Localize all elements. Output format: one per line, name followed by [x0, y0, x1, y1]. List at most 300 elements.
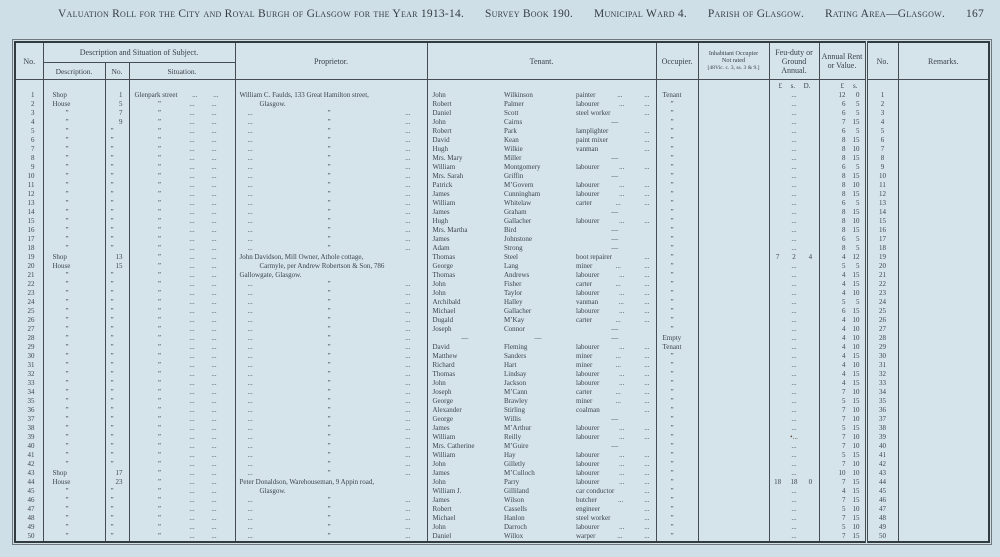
- occupation-text: miner: [576, 397, 593, 405]
- leader-dots: ...: [644, 316, 650, 324]
- occupation-content: [574, 217, 656, 226]
- cell-row-number: 27: [15, 325, 43, 334]
- cell-remarks: [898, 118, 989, 127]
- ditto-mark: ”: [157, 361, 161, 369]
- cell-tenant-surname: Willis: [504, 415, 521, 423]
- rent-content: [820, 532, 865, 541]
- cell-tenant-forename: William J.: [432, 487, 462, 495]
- leader-dots: ...: [644, 505, 650, 513]
- table-row: [15, 478, 989, 487]
- cell-street-number: ”: [105, 334, 129, 343]
- proprietor-ditto-content: [236, 388, 427, 397]
- cell-occupier: [656, 352, 698, 361]
- cell-street-number: ”: [105, 136, 129, 145]
- ditto-mark: ”: [670, 397, 674, 405]
- leader-dots: ...: [791, 496, 797, 504]
- ditto-mark: ”: [327, 307, 331, 315]
- cell-proprietor: [235, 325, 427, 334]
- rent-content: [820, 145, 865, 154]
- leader-dots: ...: [247, 523, 253, 531]
- leader-dots: ...: [211, 505, 217, 513]
- leader-dots: ...: [791, 244, 797, 252]
- cell-annual-rent: [819, 208, 866, 217]
- rent-content: [820, 136, 865, 145]
- ditto-mark: ”: [157, 289, 161, 297]
- proprietor-ditto-content: [236, 334, 427, 343]
- cell-remarks: [898, 208, 989, 217]
- leader-dots: ...: [211, 100, 217, 108]
- proprietor-ditto-content: [236, 127, 427, 136]
- cell-proprietor: [235, 262, 427, 271]
- cell-row-number-right: 4: [866, 118, 898, 127]
- cell-situation: [129, 235, 235, 244]
- ditto-mark: ”: [327, 190, 331, 198]
- cell-tenant-occupation: [574, 199, 656, 208]
- cell-tenant-forename: Mrs. Mary: [432, 154, 463, 162]
- cell-row-number: 2: [15, 100, 43, 109]
- leader-dots: ...: [189, 190, 195, 198]
- table-row: [15, 226, 989, 235]
- cell-remarks: [898, 190, 989, 199]
- rent-shillings: 15: [852, 532, 860, 540]
- cell-tenant-surname: Wilson: [504, 496, 524, 504]
- proprietor-ditto-content: [236, 505, 427, 514]
- cell-feu-duty: [769, 91, 819, 100]
- rent-pounds: 7: [842, 415, 846, 423]
- leader-dots: ...: [619, 181, 625, 189]
- cell-tenant-forename: Thomas: [432, 370, 456, 378]
- cell-tenant-occupation: [574, 109, 656, 118]
- cell-tenant-surname: Gilletly: [504, 460, 526, 468]
- leader-dots: ...: [619, 379, 625, 387]
- ditto-mark: ”: [157, 262, 161, 270]
- cell-occupier: [656, 118, 698, 127]
- cell-feu-duty: [769, 505, 819, 514]
- leader-dots: ...: [405, 388, 411, 396]
- cell-feu-duty: [769, 226, 819, 235]
- cell-description: ”: [43, 235, 105, 244]
- leader-dots: ...: [189, 262, 195, 270]
- cell-tenant-forename: John: [432, 289, 446, 297]
- leader-dots: ...: [211, 397, 217, 405]
- occupier-text: Tenant: [662, 343, 682, 351]
- cell-street-number: ”: [105, 325, 129, 334]
- roll-table-body: [15, 80, 989, 543]
- cell-annual-rent: [819, 415, 866, 424]
- cell-description: ”: [43, 271, 105, 280]
- rent-pounds: 7: [842, 388, 846, 396]
- cell-street-number: ”: [105, 190, 129, 199]
- cell-tenant-occupation: —: [574, 118, 656, 127]
- cell-proprietor: [235, 136, 427, 145]
- col-header-inhabitant-occupier: [698, 42, 769, 80]
- occupation-text: labourer: [576, 217, 600, 225]
- rent-pounds: 8: [842, 181, 846, 189]
- cell-proprietor: [235, 163, 427, 172]
- table-row: [15, 460, 989, 469]
- leader-dots: ...: [791, 460, 797, 468]
- ditto-mark: ”: [670, 217, 674, 225]
- rent-shillings: 15: [852, 496, 860, 504]
- leader-dots: ...: [189, 226, 195, 234]
- cell-proprietor: [235, 181, 427, 190]
- cell-situation: [129, 334, 235, 343]
- cell-proprietor: [235, 388, 427, 397]
- cell-street-number: ”: [105, 514, 129, 523]
- rent-content: [820, 181, 865, 190]
- occupation-text: labourer: [576, 181, 600, 189]
- cell-description: ”: [43, 361, 105, 370]
- cell-row-number: 6: [15, 136, 43, 145]
- ditto-mark: ”: [157, 154, 161, 162]
- cell-description: Shop: [43, 253, 105, 262]
- cell-annual-rent: [819, 379, 866, 388]
- rent-content: [820, 208, 865, 217]
- table-row: [15, 451, 989, 460]
- rent-shillings: 10: [852, 442, 860, 450]
- cell-tenant-surname: Hay: [504, 451, 516, 459]
- cell-situation: [129, 487, 235, 496]
- cell-feu-duty: [769, 280, 819, 289]
- parish-label: Parish of Glasgow.: [707, 8, 805, 20]
- proprietor-ditto-content: [236, 307, 427, 316]
- leader-dots: ...: [405, 307, 411, 315]
- leader-dots: ...: [405, 298, 411, 306]
- ditto-mark: ”: [670, 136, 674, 144]
- ditto-mark: ”: [327, 280, 331, 288]
- feu-shillings-unit: s.: [790, 81, 796, 90]
- proprietor-text: William C. Faulds, 133 Great Hamilton street,: [239, 91, 369, 99]
- situation-content: [130, 316, 235, 325]
- cell-proprietor: [235, 199, 427, 208]
- ditto-mark: ”: [327, 532, 331, 540]
- leader-dots: ...: [211, 433, 217, 441]
- cell-description: ”: [43, 433, 105, 442]
- cell-inhabitant-occupier: [698, 289, 769, 298]
- ditto-mark: ”: [157, 271, 161, 279]
- cell-feu-duty: [769, 514, 819, 523]
- ditto-mark: ”: [327, 118, 331, 126]
- occupation-text: carter: [576, 280, 592, 288]
- cell-remarks: [898, 523, 989, 532]
- cell-occupier: [656, 100, 698, 109]
- situation-content: [130, 334, 235, 343]
- leader-dots: ...: [189, 442, 195, 450]
- cell-tenant-forename: John: [432, 460, 446, 468]
- cell-row-number: 45: [15, 487, 43, 496]
- rent-content: [820, 280, 865, 289]
- cell-description: Shop: [43, 91, 105, 100]
- rent-shillings: 5: [856, 199, 860, 207]
- ditto-mark: ”: [327, 226, 331, 234]
- cell-occupier: [656, 181, 698, 190]
- cell-tenant-occupation: —: [574, 172, 656, 181]
- table-row: [15, 145, 989, 154]
- cell-tenant-surname: Griffin: [504, 172, 524, 180]
- proprietor-ditto-content: [236, 325, 427, 334]
- leader-dots: ...: [189, 370, 195, 378]
- leader-dots: ...: [405, 145, 411, 153]
- col-header-no-left: No.: [15, 42, 43, 80]
- ditto-mark: ”: [670, 154, 674, 162]
- rent-pounds: 4: [842, 325, 846, 333]
- proprietor-ditto-content: [236, 109, 427, 118]
- cell-row-number-right: 8: [866, 154, 898, 163]
- ditto-mark: ”: [327, 127, 331, 135]
- table-row: [15, 262, 989, 271]
- table-row: [15, 487, 989, 496]
- leader-dots: ...: [791, 406, 797, 414]
- situation-content: [130, 442, 235, 451]
- rent-shillings: 10: [852, 406, 860, 414]
- leader-dots: ...: [405, 217, 411, 225]
- ditto-mark: ”: [670, 496, 674, 504]
- cell-tenant-forename: William: [432, 451, 456, 459]
- situation-content: [130, 370, 235, 379]
- cell-inhabitant-occupier: [698, 532, 769, 542]
- cell-tenant-occupation: [574, 289, 656, 298]
- cell-tenant-forename: John: [432, 280, 446, 288]
- cell-occupier: [656, 316, 698, 325]
- cell-tenant-forename: James: [432, 235, 450, 243]
- ditto-mark: ”: [157, 190, 161, 198]
- rent-pounds: 4: [842, 271, 846, 279]
- leader-dots: ...: [211, 496, 217, 504]
- situation-content: [130, 190, 235, 199]
- leader-dots: ...: [405, 532, 411, 540]
- cell-situation: [129, 262, 235, 271]
- survey-book-label: Survey Book 190.: [484, 8, 574, 20]
- cell-row-number: 38: [15, 424, 43, 433]
- leader-dots: ...: [405, 199, 411, 207]
- cell-row-number: 44: [15, 478, 43, 487]
- leader-dots: ...: [211, 127, 217, 135]
- rent-shillings: 10: [852, 469, 860, 477]
- leader-dots: ...: [405, 415, 411, 423]
- ditto-mark: ”: [670, 172, 674, 180]
- cell-situation: [129, 532, 235, 542]
- cell-occupier: [656, 199, 698, 208]
- col-header-situation: Situation.: [129, 63, 235, 80]
- table-row: [15, 523, 989, 532]
- cell-remarks: [898, 325, 989, 334]
- leader-dots: ...: [211, 406, 217, 414]
- cell-proprietor: [235, 523, 427, 532]
- leader-dots: ...: [619, 100, 625, 108]
- rent-content: [820, 352, 865, 361]
- leader-dots: ...: [791, 127, 797, 135]
- cell-tenant-surname: Stirling: [504, 406, 526, 414]
- cell-street-number: 1: [105, 91, 129, 100]
- situation-content: [130, 505, 235, 514]
- cell-occupier: [656, 91, 698, 100]
- cell-inhabitant-occupier: [698, 343, 769, 352]
- cell-tenant-forename: William: [432, 199, 456, 207]
- cell-tenant-forename: Mrs. Martha: [432, 226, 468, 234]
- table-row: [15, 271, 989, 280]
- proprietor-ditto-content: [236, 523, 427, 532]
- proprietor-ditto-content: [236, 415, 427, 424]
- cell-inhabitant-occupier: [698, 145, 769, 154]
- cell-tenant-occupation: [574, 406, 656, 415]
- table-row: [15, 100, 989, 109]
- leader-dots: ...: [644, 289, 650, 297]
- cell-proprietor: [235, 190, 427, 199]
- situation-content: [130, 217, 235, 226]
- cell-street-number: ”: [105, 307, 129, 316]
- leader-dots: ...: [189, 433, 195, 441]
- leader-dots: ...: [247, 406, 253, 414]
- leader-dots: ...: [247, 307, 253, 315]
- ditto-mark: ”: [327, 442, 331, 450]
- cell-inhabitant-occupier: [698, 163, 769, 172]
- rent-content: [820, 424, 865, 433]
- ditto-mark: ”: [327, 379, 331, 387]
- cell-annual-rent: [819, 478, 866, 487]
- leader-dots: ...: [211, 181, 217, 189]
- cell-occupier: [656, 460, 698, 469]
- leader-dots: ...: [644, 532, 650, 540]
- situation-content: [130, 154, 235, 163]
- ditto-mark: ”: [157, 235, 161, 243]
- ditto-mark: ”: [670, 415, 674, 423]
- leader-dots: ...: [405, 469, 411, 477]
- cell-row-number-right: 14: [866, 208, 898, 217]
- occupation-content: [574, 424, 656, 433]
- table-row: [15, 307, 989, 316]
- leader-dots: ...: [619, 217, 625, 225]
- cell-row-number-right: 20: [866, 262, 898, 271]
- feu-currency-units: [769, 80, 819, 92]
- leader-dots: ...: [189, 136, 195, 144]
- rent-content: [820, 190, 865, 199]
- cell-proprietor: [235, 433, 427, 442]
- occupation-content: [574, 316, 656, 325]
- situation-content: [130, 487, 235, 496]
- rent-shillings: 15: [852, 370, 860, 378]
- proprietor-ditto-content: [236, 118, 427, 127]
- cell-proprietor: [235, 235, 427, 244]
- cell-situation: [129, 109, 235, 118]
- leader-dots: ...: [644, 460, 650, 468]
- leader-dots: ...: [211, 370, 217, 378]
- cell-annual-rent: [819, 154, 866, 163]
- situation-content: [130, 379, 235, 388]
- cell-street-number: ”: [105, 154, 129, 163]
- cell-tenant-occupation: [574, 280, 656, 289]
- cell-tenant-surname: Connor: [504, 325, 525, 333]
- cell-situation: [129, 361, 235, 370]
- proprietor-ditto-content: [236, 244, 427, 253]
- ditto-mark: ”: [670, 532, 674, 540]
- cell-row-number-right: 34: [866, 388, 898, 397]
- table-row: [15, 352, 989, 361]
- leader-dots: ...: [644, 469, 650, 477]
- cell-tenant-surname: Hart: [504, 361, 517, 369]
- cell-row-number: 49: [15, 523, 43, 532]
- leader-dots: ...: [211, 217, 217, 225]
- leader-dots: ...: [189, 343, 195, 351]
- cell-tenant-surname: Whitelaw: [504, 199, 532, 207]
- cell-street-number: ”: [105, 289, 129, 298]
- cell-tenant-occupation: [574, 190, 656, 199]
- table-row: [15, 496, 989, 505]
- cell-tenant-occupation: [574, 262, 656, 271]
- cell-street-number: ”: [105, 172, 129, 181]
- cell-description: ”: [43, 280, 105, 289]
- cell-description: House: [43, 100, 105, 109]
- rent-shillings: 10: [852, 325, 860, 333]
- ditto-mark: ”: [327, 217, 331, 225]
- leader-dots: ...: [189, 505, 195, 513]
- cell-situation: [129, 352, 235, 361]
- leader-dots: ...: [405, 352, 411, 360]
- cell-tenant-occupation: [574, 424, 656, 433]
- cell-description: ”: [43, 154, 105, 163]
- proprietor-ditto-content: [236, 208, 427, 217]
- cell-row-number-right: 37: [866, 415, 898, 424]
- cell-row-number-right: 3: [866, 109, 898, 118]
- cell-proprietor: [235, 487, 427, 496]
- cell-annual-rent: [819, 91, 866, 100]
- proprietor-ditto-content: [236, 532, 427, 541]
- cell-tenant-occupation: —: [574, 415, 656, 424]
- cell-remarks: [898, 469, 989, 478]
- situation-content: [130, 298, 235, 307]
- occupation-content: [574, 181, 656, 190]
- currency-units-row: [15, 80, 989, 92]
- ditto-mark: ”: [327, 352, 331, 360]
- feu-amount: 2: [792, 253, 796, 261]
- cell-tenant-occupation: [574, 388, 656, 397]
- cell-street-number: ”: [105, 406, 129, 415]
- feu-pounds-unit: £: [778, 81, 782, 90]
- cell-description: House: [43, 478, 105, 487]
- ditto-mark: ”: [157, 136, 161, 144]
- proprietor-ditto-content: [236, 199, 427, 208]
- occupation-content: [574, 163, 656, 172]
- leader-dots: ...: [791, 442, 797, 450]
- leader-dots: ...: [247, 451, 253, 459]
- leader-dots: ...: [189, 523, 195, 531]
- cell-tenant-forename: George: [432, 262, 453, 270]
- cell-annual-rent: [819, 145, 866, 154]
- ditto-mark: ”: [670, 388, 674, 396]
- proprietor-ditto-content: [236, 145, 427, 154]
- col-header-remarks: Remarks.: [898, 42, 989, 80]
- cell-row-number: 21: [15, 271, 43, 280]
- cell-inhabitant-occupier: [698, 253, 769, 262]
- cell-description: ”: [43, 514, 105, 523]
- leader-dots: ...: [644, 163, 650, 171]
- cell-occupier: [656, 505, 698, 514]
- leader-dots: ...: [247, 226, 253, 234]
- leader-dots: ...: [791, 523, 797, 531]
- cell-tenant-surname: Lindsay: [504, 370, 527, 378]
- rent-pounds: 8: [842, 217, 846, 225]
- table-row: [15, 325, 989, 334]
- situation-content: [130, 433, 235, 442]
- cell-tenant-surname: M’Culloch: [504, 469, 535, 477]
- cell-tenant-forename: Thomas: [432, 271, 456, 279]
- col-header-description-group: Description and Situation of Subject.: [43, 42, 235, 63]
- cell-occupier: [656, 424, 698, 433]
- leader-dots: ...: [644, 496, 650, 504]
- cell-remarks: [898, 361, 989, 370]
- ditto-mark: ”: [670, 280, 674, 288]
- cell-situation: [129, 415, 235, 424]
- ditto-mark: ”: [157, 478, 161, 486]
